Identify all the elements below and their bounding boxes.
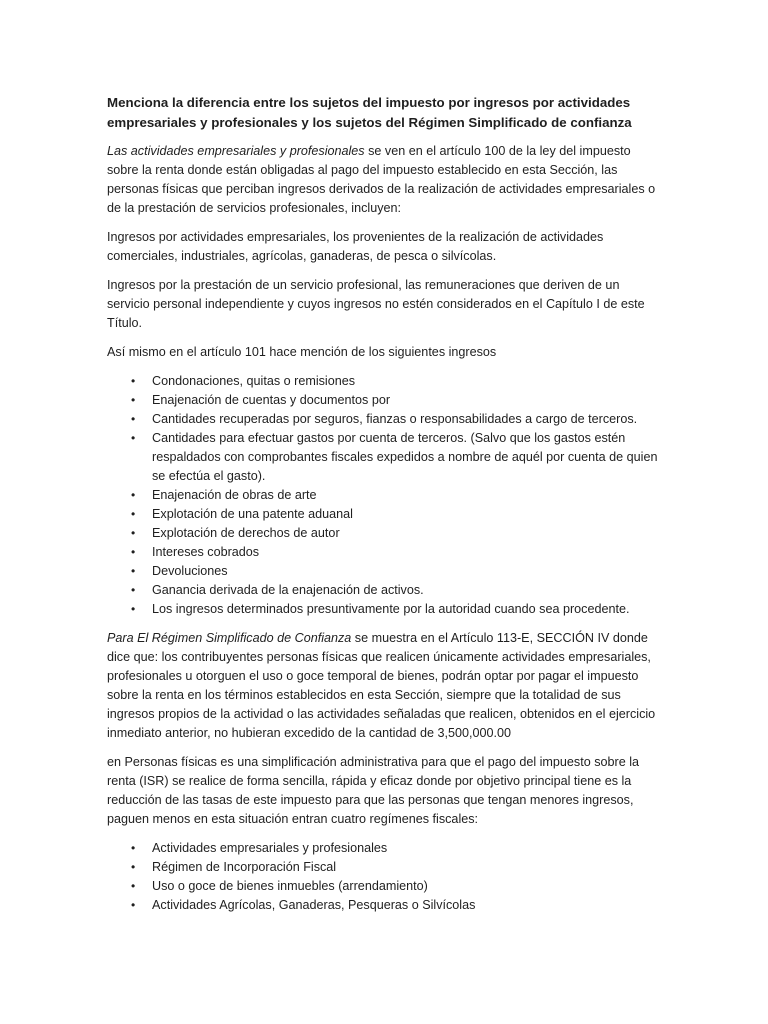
list-item: • Cantidades para efectuar gastos por cuenta de terceros. (Salvo que los gastos estén respaldados con comprobantes fiscales expedidos a nombre de aquél por cuenta de quien se efectúa el gasto). (131, 431, 658, 483)
paragraph-text: se muestra en el Artículo 113-E, SECCIÓN IV donde dice que: los contribuyentes personas físicas que realicen únicamente actividades empresariales, profesionales u otorguen el uso o goce temporal de bienes, podrán optar por pagar el impuesto sobre la renta en los términos establecidos en esta Sección, siempre que la totalidad de sus ingresos propios de la actividad o las actividades señaladas que realicen, obtenidos en el ejercicio inmediato anterior, no hubieran excedido de la cantidad de 3,500,000.00 (107, 631, 656, 740)
bullet-icon: • (131, 879, 136, 893)
list-item: • Explotación de una patente aduanal (152, 505, 662, 524)
list-item: • Enajenación de obras de arte (152, 486, 662, 505)
paragraph-ingresos-empresariales: Ingresos por actividades empresariales, los provenientes de la realización de actividades comerciales, industriales, agrícolas, ganaderas, de pesca o silvícolas. (107, 230, 604, 263)
bullet-list-regimenes (107, 839, 662, 915)
list-item: • Los ingresos determinados presuntivamente por la autoridad cuando sea procedente. (152, 600, 662, 619)
list-item: • Actividades Agrícolas, Ganaderas, Pesqueras o Silvícolas (152, 896, 662, 915)
document-heading: Menciona la diferencia entre los sujetos del impuesto por ingresos por actividades empresariales y profesionales y los sujetos del Régimen Simplificado de confianza (107, 95, 632, 130)
bullet-icon: • (131, 860, 136, 874)
bullet-icon: • (131, 412, 136, 426)
bullet-icon: • (131, 393, 136, 407)
list-item: • Actividades empresariales y profesionales (152, 839, 662, 858)
list-item: • Ganancia derivada de la enajenación de activos. (152, 581, 662, 600)
bullet-icon: • (131, 431, 136, 445)
bullet-icon: • (131, 545, 136, 559)
list-item: • Explotación de derechos de autor (152, 524, 662, 543)
list-item: • Enajenación de cuentas y documentos por (152, 391, 662, 410)
list-item: • Régimen de Incorporación Fiscal (152, 858, 662, 877)
paragraph-regimen-simplificado (107, 629, 662, 743)
italic-term: Para El Régimen Simplificado de Confianza (107, 631, 352, 645)
list-item: • Uso o goce de bienes inmuebles (arrendamiento) (152, 877, 662, 896)
bullet-list-ingresos (107, 372, 662, 619)
paragraph-ingresos-profesionales: Ingresos por la prestación de un servicio profesional, las remuneraciones que deriven de un servicio personal independiente y cuyos ingresos no estén considerados en el Capítulo I de este Título. (107, 278, 645, 330)
paragraph-actividades-empresariales (107, 142, 662, 218)
bullet-icon: • (131, 841, 136, 855)
paragraph-personas-fisicas: en Personas físicas es una simplificación administrativa para que el pago del impuesto sobre la renta (ISR) se realice de forma sencilla, rápida y eficaz donde por objetivo principal tiene es la reducción de las tasas de este impuesto para que las personas que tengan menores ingresos, paguen menos en esta situación entran cuatro regímenes fiscales: (107, 755, 640, 826)
bullet-icon: • (131, 898, 136, 912)
list-item: • Condonaciones, quitas o remisiones (152, 372, 662, 391)
bullet-icon: • (131, 507, 136, 521)
bullet-icon: • (131, 374, 136, 388)
paragraph-text: se ven en el artículo 100 de la ley del impuesto sobre la renta donde están obligadas al pago del impuesto establecido en esta Sección, las personas físicas que perciban ingresos derivados de la realización de actividades empresariales o de la prestación de servicios profesionales, incluyen: (107, 144, 656, 215)
document-content (107, 93, 662, 925)
bullet-icon: • (131, 583, 136, 597)
list-item: • Devoluciones (152, 562, 662, 581)
bullet-icon: • (131, 564, 136, 578)
list-item: • Intereses cobrados (152, 543, 662, 562)
bullet-icon: • (131, 602, 136, 616)
list-item: • Cantidades recuperadas por seguros, fianzas o responsabilidades a cargo de terceros. (152, 410, 662, 429)
bullet-icon: • (131, 526, 136, 540)
italic-term: Las actividades empresariales y profesionales (107, 144, 365, 158)
bullet-icon: • (131, 488, 136, 502)
paragraph-articulo-101: Así mismo en el artículo 101 hace mención de los siguientes ingresos (107, 345, 497, 359)
